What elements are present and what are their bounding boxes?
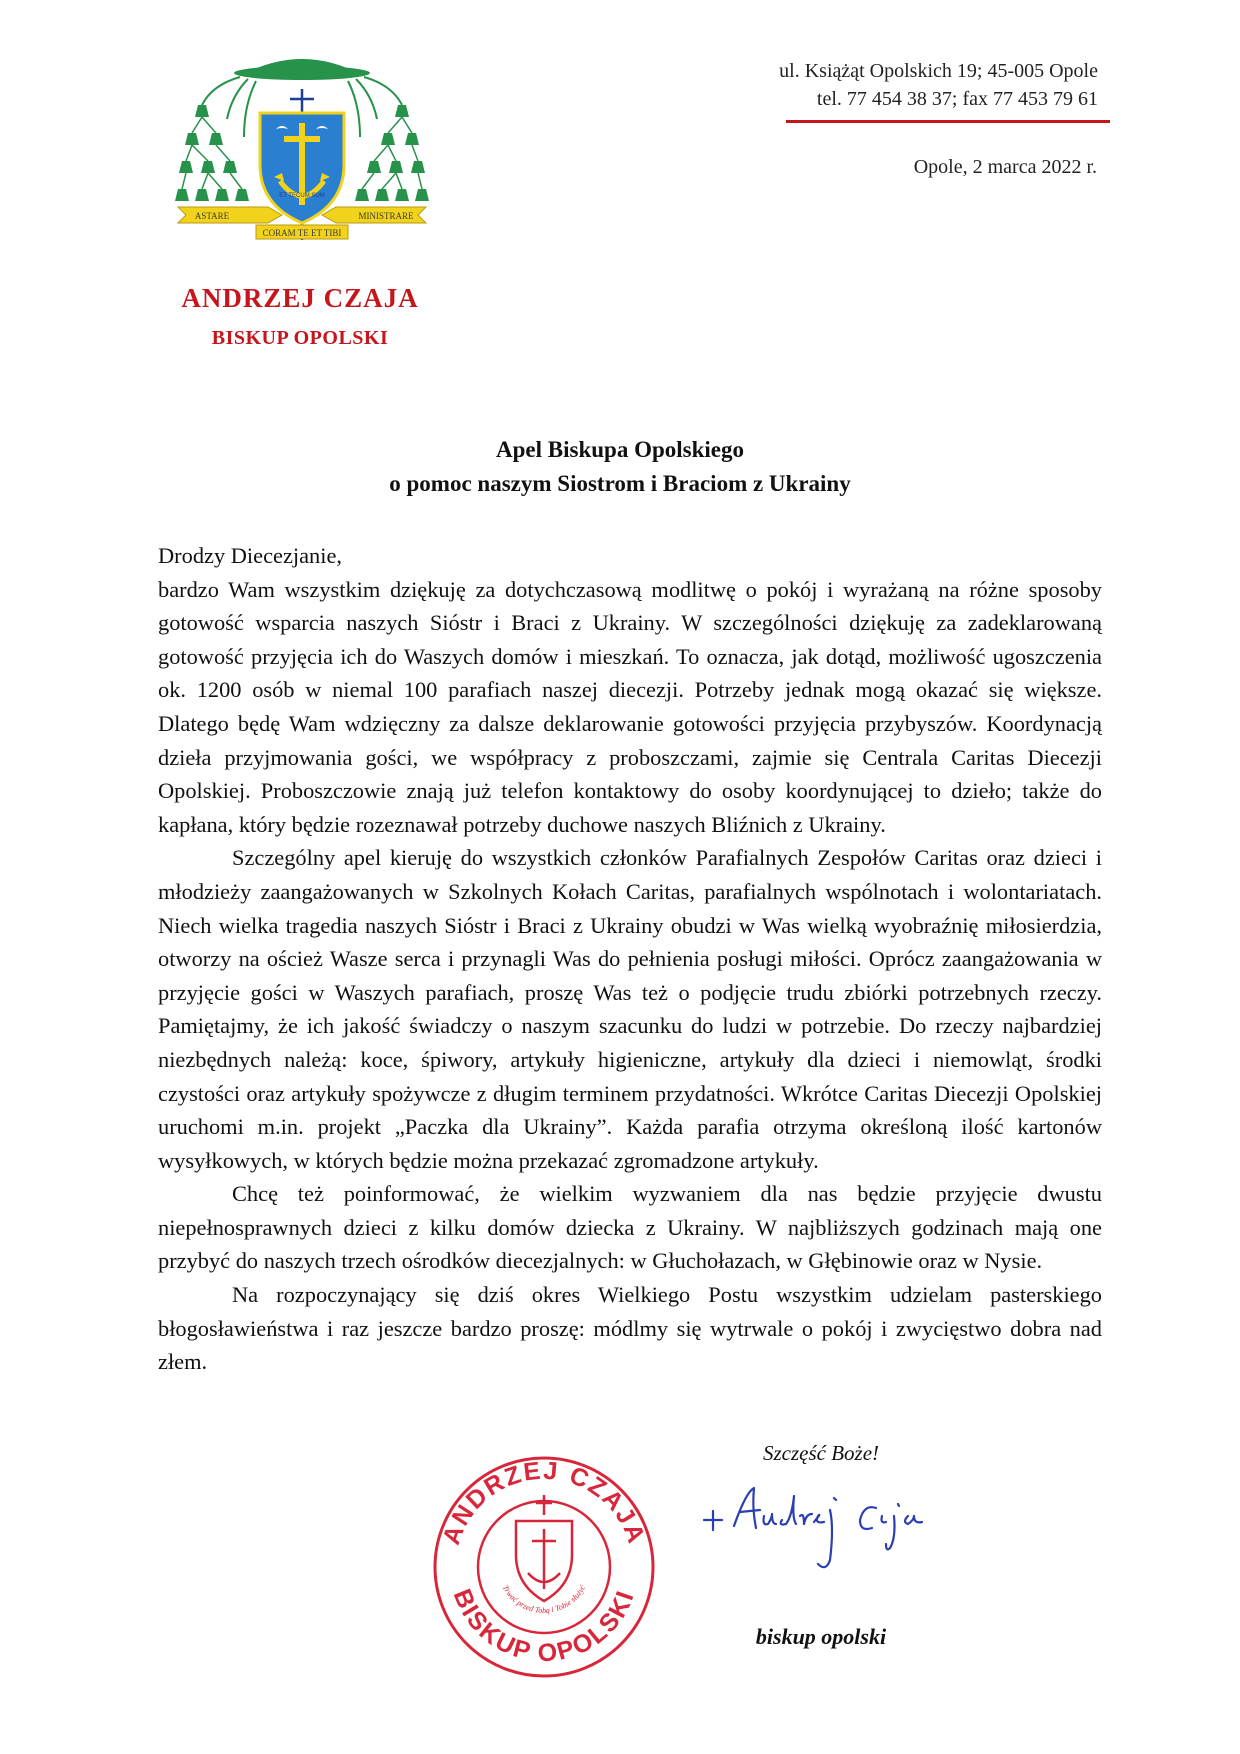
signature-title: biskup opolski bbox=[755, 1624, 887, 1649]
letter-title-line-1: Apel Biskupa Opolskiego bbox=[496, 437, 744, 462]
crest-motto-right: MINISTRARE bbox=[358, 211, 414, 221]
stamp-inner-text: Trwać przed Tobą i Tobie służyć bbox=[500, 1583, 588, 1616]
crest-motto-left: ASTARE bbox=[194, 211, 230, 221]
address-line-2: tel. 77 454 38 37; fax 77 453 79 61 bbox=[816, 88, 1098, 110]
sender-role: BISKUP OPOLSKI bbox=[211, 327, 389, 349]
address-divider bbox=[786, 120, 1110, 123]
coat-of-arms-emblem bbox=[172, 55, 432, 265]
letter-body bbox=[158, 539, 1102, 1379]
crest-shield-text: ET TECUM SUM bbox=[279, 193, 325, 199]
crest-motto-bottom: CORAM TE ET TIBI bbox=[262, 228, 342, 238]
stamp-bottom-text: BISKUP OPOLSKI bbox=[447, 1585, 641, 1668]
salutation: Drodzy Diecezjanie, bbox=[158, 543, 343, 568]
paragraph-2: Szczególny apel kieruję do wszystkich członków Parafialnych Zespołów Caritas oraz dzieci i młodzieży zaangażowanych w Szkolnych Kołach Caritas, parafialnych wspólnotach i wolontariatach. Niech wielka tragedia naszych Sióstr i Braci z Ukrainy obudzi w Was wielką wyobraźnię miłosierdzia, otworzy na oścież Wasze serca i przynagli Was do pełnienia posługi miłości. Oprócz zaangażowania w przyjęcie gości w Waszych parafiach, proszę Was też o podjęcie trudu zbiórki potrzebnych rzeczy. Pamiętajmy, że ich jakość świadczy o naszym szacunku do ludzi w potrzebie. Do rzeczy najbardziej niezbędnych należą: koce, śpiwory, artykuły higieniczne, artykuły dla dzieci i niemowląt, środki czystości oraz artykuły spożywcze z długim terminem przydatności. Wkrótce Caritas Diecezji Opolskiej uruchomi m.in. projekt „Paczka dla Ukrainy”. Każda parafia otrzyma określoną ilość kartonów wysyłkowych, w których będzie można przekazać zgromadzone artykuły. bbox=[158, 845, 1102, 1173]
letter-title-line-2: o pomoc naszym Siostrom i Braciom z Ukrainy bbox=[389, 471, 851, 496]
sender-name: ANDRZEJ CZAJA bbox=[181, 283, 419, 313]
stamp-top-text: ANDRZEJ CZAJA bbox=[437, 1456, 651, 1549]
address-line-1: ul. Książąt Opolskich 19; 45-005 Opole bbox=[779, 60, 1098, 82]
paragraph-1: bardzo Wam wszystkim dziękuję za dotychczasową modlitwę o pokój i wyrażaną na różne sposoby gotowość wsparcia naszych Sióstr i Braci z Ukrainy. W szczególności dziękuję za zadeklarowaną gotowość przyjęcia ich do Waszych domów i mieszkań. To oznacza, jak dotąd, możliwość ugoszczenia ok. 1200 osób w niemal 100 parafiach naszej diecezji. Potrzeby jednak mogą okazać się większe. Dlatego będę Wam wdzięczny za dalsze deklarowanie gotowości przyjęcia przybyszów. Koordynacją dzieła przyjmowania gości, we współpracy z proboszczami, zajmie się Centrala Caritas Diecezji Opolskiej. Proboszczowie znają już telefon kontaktowy do osoby koordynującej to dzieło; także do kapłana, który będzie rozeznawał potrzeby duchowe naszych Bliźnich z Ukrainy. bbox=[158, 576, 1102, 837]
handwritten-signature bbox=[700, 1468, 950, 1588]
closing-greeting: Szczęść Boże! bbox=[762, 1441, 880, 1465]
official-stamp bbox=[432, 1455, 656, 1679]
paragraph-4: Na rozpoczynający się dziś okres Wielkiego Postu wszystkim udzielam pasterskiego błogosławieństwa i raz jeszcze bardzo proszę: módlmy się wytrwale o pokój i zwycięstwo dobra nad złem. bbox=[158, 1282, 1102, 1375]
paragraph-3: Chcę też poinformować, że wielkim wyzwaniem dla nas będzie przyjęcie dwustu niepełnosprawnych dzieci z kilku domów dziecka z Ukrainy. W najbliższych godzinach mają one przybyć do naszych trzech ośrodków diecezjalnych: w Głuchołazach, w Głębinowie oraz w Nysie. bbox=[158, 1181, 1102, 1274]
svg-text:BISKUP OPOLSKI bbox=[448, 1585, 640, 1667]
letter-date: Opole, 2 marca 2022 r. bbox=[913, 156, 1097, 178]
